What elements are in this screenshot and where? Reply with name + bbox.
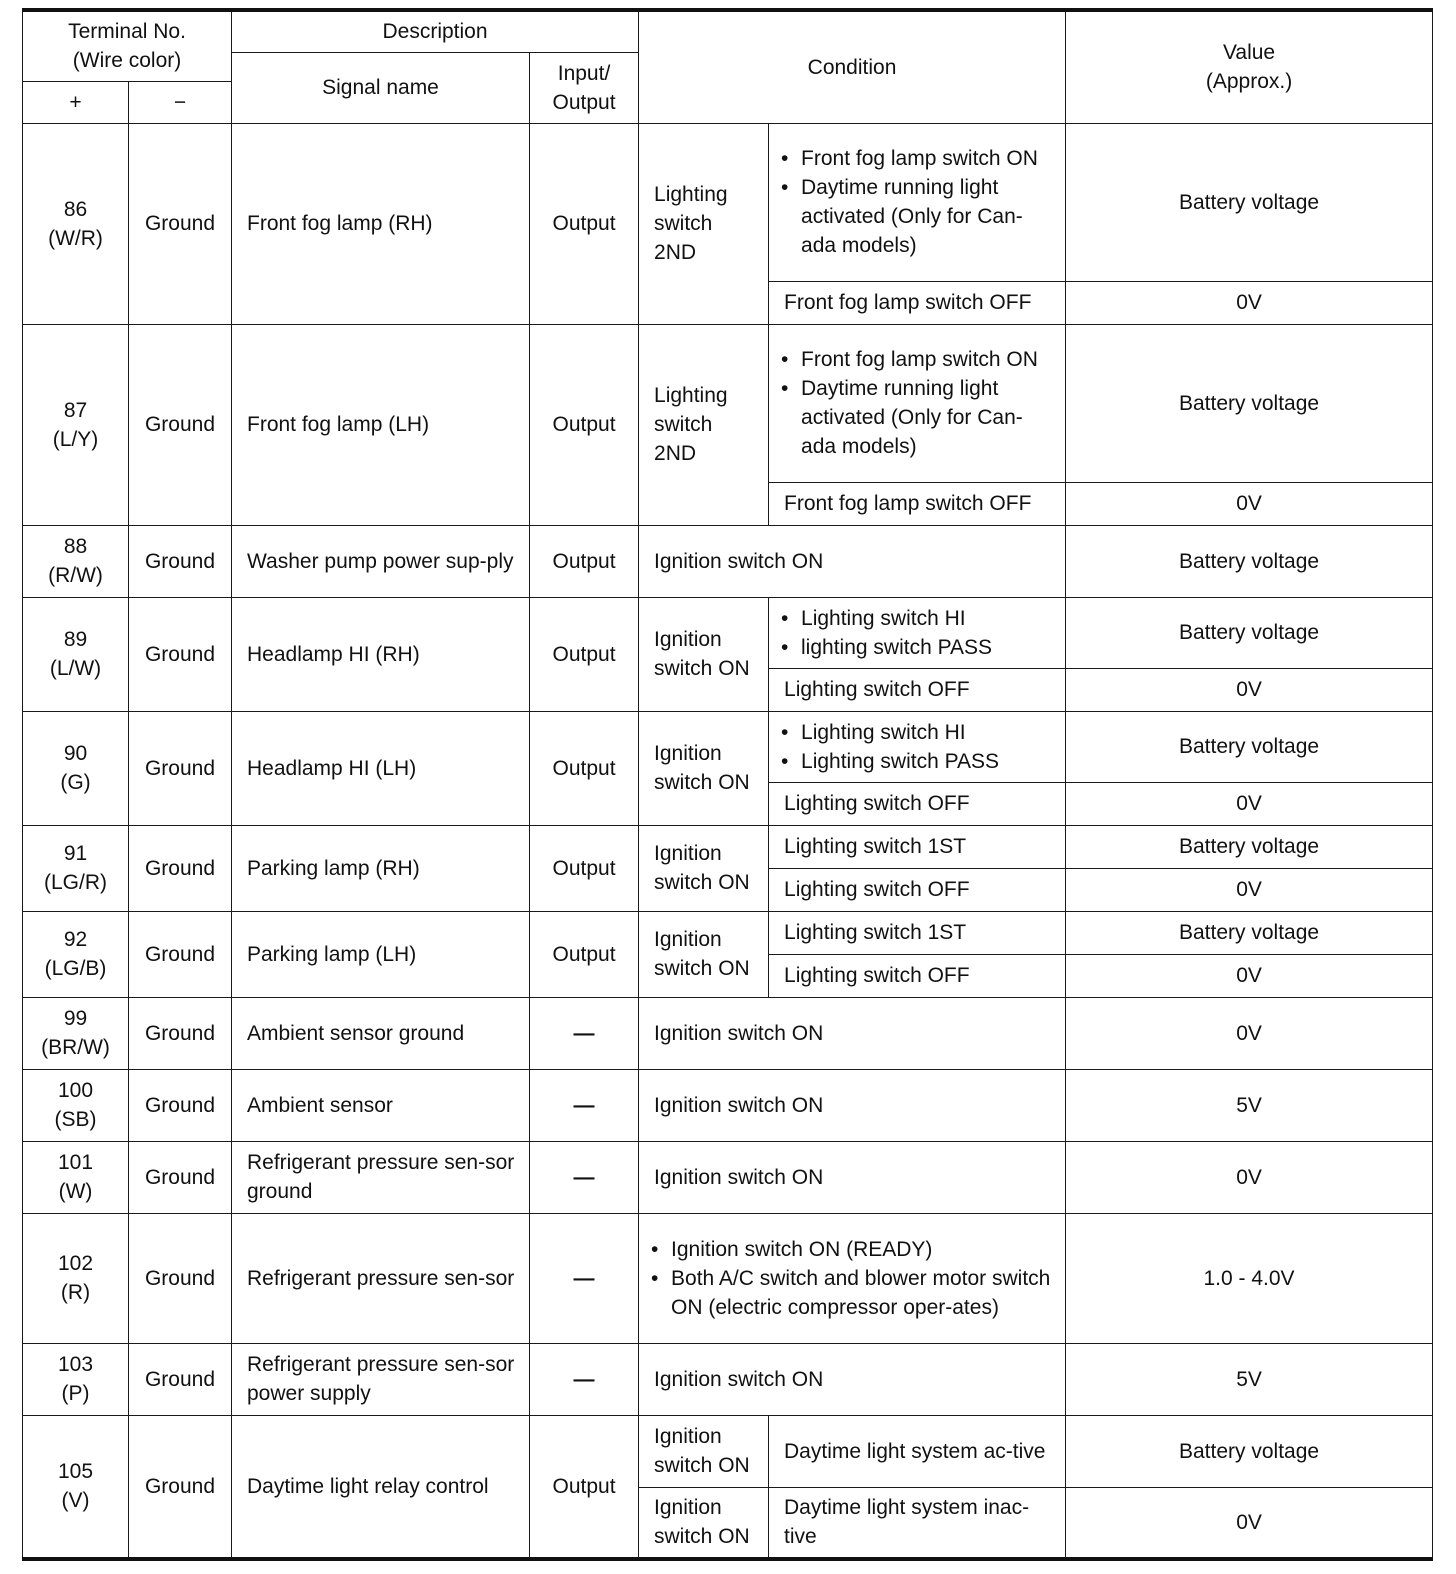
condition-cell: Ignition switch ON [639, 997, 1066, 1069]
signal-name-cell: Front fog lamp (LH) [232, 324, 530, 525]
signal-name-cell: Parking lamp (RH) [232, 825, 530, 911]
bullet-item: • Ignition switch ON (READY) [647, 1235, 1057, 1264]
value-cell: Battery voltage [1066, 324, 1433, 482]
terminal-minus-cell: Ground [129, 123, 232, 324]
header-value-l1: Value [1222, 41, 1276, 65]
io-cell: Output [530, 525, 639, 597]
value-cell: 0V [1066, 1487, 1433, 1559]
signal-name-cell: Front fog lamp (RH) [232, 123, 530, 324]
header-io-l2: Output [552, 90, 616, 114]
condition-sub-cell: Lighting switch 1ST [769, 825, 1066, 868]
condition-sub-cell: Front fog lamp switch OFF [769, 281, 1066, 324]
wire-color: (L/Y) [52, 427, 99, 451]
io-cell: — [530, 1213, 639, 1343]
text-line: Ignition [654, 742, 722, 765]
header-io [530, 52, 639, 123]
io-cell: Output [530, 711, 639, 825]
table-row [23, 1343, 1433, 1415]
terminal-number: 86 [63, 197, 88, 221]
text-line: switch ON [654, 1525, 750, 1549]
condition-sub-cell [769, 597, 1066, 668]
condition-main-cell [639, 123, 769, 324]
io-cell: Output [530, 1415, 639, 1559]
header-terminal [23, 10, 232, 81]
bullet-item: • Front fog lamp switch ON [777, 345, 1057, 374]
condition-sub-cell: Lighting switch 1ST [769, 911, 1066, 954]
text-line: Ignition [654, 1425, 722, 1448]
value-cell: Battery voltage [1066, 597, 1433, 668]
terminal-number: 100 [57, 1079, 94, 1102]
condition-cell: Ignition switch ON [639, 1343, 1066, 1415]
terminal-minus-cell: Ground [129, 324, 232, 525]
io-cell: Output [530, 911, 639, 997]
io-cell: Output [530, 324, 639, 525]
io-cell: Output [530, 597, 639, 711]
signal-name-cell: Headlamp HI (LH) [232, 711, 530, 825]
wire-color: (LG/R) [44, 871, 107, 894]
text-line: switch ON [654, 957, 750, 980]
table-row [23, 525, 1433, 597]
terminal-minus-cell: Ground [129, 525, 232, 597]
header-signal-name: Signal name [232, 52, 530, 123]
terminal-plus-cell [23, 597, 129, 711]
signal-name-cell: Refrigerant pressure sen-sor [232, 1213, 530, 1343]
value-cell: 0V [1066, 997, 1433, 1069]
table-body [23, 123, 1433, 1559]
signal-name-cell: Refrigerant pressure sen-sor power supply [232, 1343, 530, 1415]
terminal-number: 90 [63, 742, 88, 765]
wire-color: (R/W) [48, 564, 103, 587]
terminal-plus-cell [23, 123, 129, 324]
value-cell: 0V [1066, 868, 1433, 911]
condition-main-cell [639, 324, 769, 525]
terminal-number: 88 [63, 535, 88, 558]
value-cell: 0V [1066, 782, 1433, 825]
header-terminal-l2: (Wire color) [72, 49, 182, 73]
condition-sub-cell: Lighting switch OFF [769, 782, 1066, 825]
table-row [23, 123, 1433, 281]
bullet-item: • Front fog lamp switch ON [777, 144, 1057, 173]
value-cell: 0V [1066, 668, 1433, 711]
bullet-list [777, 144, 1057, 260]
bullet-list [777, 345, 1057, 461]
terminal-plus-cell [23, 1213, 129, 1343]
header-plus: + [23, 81, 129, 123]
terminal-plus-cell [23, 711, 129, 825]
wire-color: (R) [60, 1281, 91, 1304]
condition-main-cell [639, 825, 769, 911]
condition-main-cell [639, 711, 769, 825]
text-line: Lighting [654, 183, 728, 206]
condition-main-cell [639, 597, 769, 711]
condition-sub-cell [769, 711, 1066, 782]
wire-color: (L/W) [49, 657, 102, 680]
terminal-minus-cell: Ground [129, 1343, 232, 1415]
condition-main-cell [639, 911, 769, 997]
condition-sub-cell: Lighting switch OFF [769, 954, 1066, 997]
value-cell: Battery voltage [1066, 123, 1433, 281]
condition-sub-cell: Front fog lamp switch OFF [769, 482, 1066, 525]
wire-color: (W/R) [48, 226, 103, 250]
condition-cell: Ignition switch ON [639, 1069, 1066, 1141]
signal-name-cell: Ambient sensor [232, 1069, 530, 1141]
text-line: 2ND [654, 442, 697, 465]
wire-color: (P) [61, 1382, 90, 1405]
signal-name-cell: Refrigerant pressure sen-sor ground [232, 1141, 530, 1213]
terminal-minus-cell: Ground [129, 711, 232, 825]
terminal-plus-cell [23, 525, 129, 597]
condition-cell: Ignition switch ON [639, 1141, 1066, 1213]
text-line: switch ON [654, 1454, 750, 1477]
bullet-list [777, 604, 1057, 662]
terminal-minus-cell: Ground [129, 597, 232, 711]
terminal-minus-cell: Ground [129, 997, 232, 1069]
value-cell: 0V [1066, 482, 1433, 525]
terminal-table [22, 8, 1433, 1561]
bullet-item: • Daytime running light activated (Only for Can-ada models) [777, 374, 1057, 461]
terminal-number: 99 [63, 1007, 88, 1030]
header-minus: − [129, 81, 232, 123]
text-line: Ignition [654, 928, 722, 951]
bullet-list [777, 718, 1057, 776]
bullet-item: • Lighting switch HI [777, 604, 1057, 633]
condition-cell: Ignition switch ON [639, 525, 1066, 597]
text-line: Ignition [654, 1496, 722, 1520]
text-line: switch ON [654, 871, 750, 894]
io-cell: — [530, 1069, 639, 1141]
signal-name-cell: Ambient sensor ground [232, 997, 530, 1069]
table-row [23, 711, 1433, 782]
condition-sub-cell: Lighting switch OFF [769, 668, 1066, 711]
text-line: switch ON [654, 771, 750, 794]
value-cell: Battery voltage [1066, 1415, 1433, 1487]
header-io-l1: Input/ [557, 61, 611, 85]
text-line: 2ND [654, 241, 697, 264]
wire-color: (LG/B) [44, 957, 107, 980]
bullet-item: • Both A/C switch and blower motor switch ON (electric compressor oper-ates) [647, 1264, 1057, 1322]
value-cell: 0V [1066, 1141, 1433, 1213]
condition-main-cell [639, 1415, 769, 1487]
terminal-number: 92 [63, 928, 88, 951]
terminal-plus-cell [23, 1343, 129, 1415]
table-row [23, 324, 1433, 482]
text-line: switch [654, 212, 713, 235]
terminal-number: 89 [63, 628, 88, 651]
terminal-minus-cell: Ground [129, 1415, 232, 1559]
table-row [23, 825, 1433, 868]
table-row [23, 1415, 1433, 1487]
terminal-plus-cell [23, 1141, 129, 1213]
terminal-plus-cell [23, 911, 129, 997]
table-row [23, 1213, 1433, 1343]
terminal-minus-cell: Ground [129, 1141, 232, 1213]
table-row [23, 911, 1433, 954]
bullet-list [647, 1235, 1057, 1322]
io-cell: — [530, 1141, 639, 1213]
wire-color: (V) [61, 1489, 90, 1513]
header-value-l2: (Approx.) [1205, 70, 1293, 94]
terminal-minus-cell: Ground [129, 1069, 232, 1141]
condition-cell [639, 1213, 1066, 1343]
terminal-number: 87 [63, 398, 88, 422]
signal-name-cell: Parking lamp (LH) [232, 911, 530, 997]
signal-name-cell: Daytime light relay control [232, 1415, 530, 1559]
table-row [23, 597, 1433, 668]
condition-sub-cell: Daytime light system inac-tive [769, 1487, 1066, 1559]
terminal-plus-cell [23, 825, 129, 911]
condition-sub-cell [769, 324, 1066, 482]
header-terminal-l1: Terminal No. [68, 20, 186, 44]
text-line: switch [654, 413, 713, 436]
wire-color: (W) [58, 1180, 93, 1203]
value-cell: 5V [1066, 1343, 1433, 1415]
wire-color: (G) [60, 771, 91, 794]
condition-sub-cell: Lighting switch OFF [769, 868, 1066, 911]
terminal-minus-cell: Ground [129, 1213, 232, 1343]
header-description: Description [232, 10, 639, 52]
text-line: Ignition [654, 842, 722, 865]
value-cell: 0V [1066, 281, 1433, 324]
terminal-number: 105 [57, 1460, 94, 1484]
wire-color: (BR/W) [41, 1036, 110, 1059]
value-cell: 0V [1066, 954, 1433, 997]
terminal-number: 101 [57, 1151, 94, 1174]
signal-name-cell: Washer pump power sup-ply [232, 525, 530, 597]
header-value [1066, 10, 1433, 123]
header-condition: Condition [639, 10, 1066, 123]
table-row [23, 997, 1433, 1069]
bullet-item: • Lighting switch HI [777, 718, 1057, 747]
terminal-number: 102 [57, 1252, 94, 1275]
value-cell: Battery voltage [1066, 825, 1433, 868]
value-cell: 1.0 - 4.0V [1066, 1213, 1433, 1343]
bullet-item: • lighting switch PASS [777, 633, 1057, 662]
value-cell: Battery voltage [1066, 711, 1433, 782]
condition-sub-cell [769, 123, 1066, 281]
io-cell: Output [530, 825, 639, 911]
text-line: Ignition [654, 628, 722, 651]
value-cell: Battery voltage [1066, 911, 1433, 954]
table-row [23, 1141, 1433, 1213]
terminal-plus-cell [23, 997, 129, 1069]
terminal-plus-cell [23, 1069, 129, 1141]
table-row [23, 1069, 1433, 1141]
wire-color: (SB) [54, 1108, 97, 1131]
text-line: Lighting [654, 384, 728, 407]
signal-name-cell: Headlamp HI (RH) [232, 597, 530, 711]
io-cell: Output [530, 123, 639, 324]
terminal-number: 103 [57, 1353, 94, 1376]
bullet-item: • Daytime running light activated (Only for Can-ada models) [777, 173, 1057, 260]
terminal-number: 91 [63, 842, 88, 865]
terminal-minus-cell: Ground [129, 911, 232, 997]
text-line: switch ON [654, 657, 750, 680]
bullet-item: • Lighting switch PASS [777, 747, 1057, 776]
condition-main-cell [639, 1487, 769, 1559]
terminal-plus-cell [23, 324, 129, 525]
value-cell: Battery voltage [1066, 525, 1433, 597]
condition-sub-cell: Daytime light system ac-tive [769, 1415, 1066, 1487]
io-cell: — [530, 1343, 639, 1415]
terminal-table-sheet [22, 8, 1432, 1561]
terminal-plus-cell [23, 1415, 129, 1559]
value-cell: 5V [1066, 1069, 1433, 1141]
terminal-minus-cell: Ground [129, 825, 232, 911]
io-cell: — [530, 997, 639, 1069]
